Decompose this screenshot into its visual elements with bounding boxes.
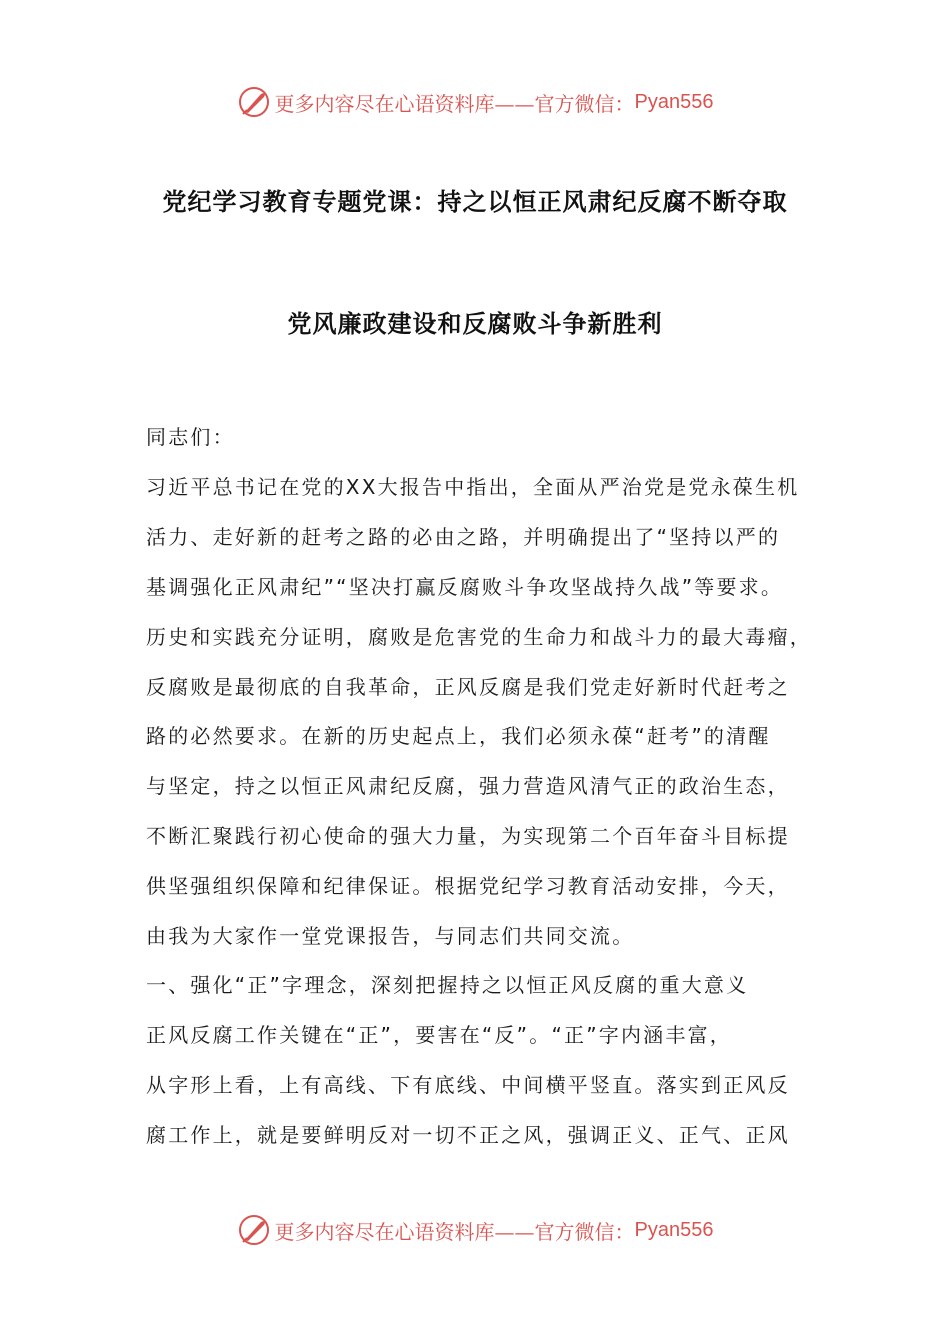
- body-line: 基调强化正风肃纪”“坚决打赢反腐败斗争攻坚战持久战”等要求。: [146, 575, 784, 599]
- body-line: 历史和实践充分证明，腐败是危害党的生命力和战斗力的最大毒瘤，: [146, 625, 812, 649]
- body-line: 同志们：: [146, 425, 235, 449]
- body-line: 由我为大家作一堂党课报告，与同志们共同交流。: [146, 924, 635, 948]
- body-line: 不断汇聚践行初心使命的强大力量，为实现第二个百年奋斗目标提: [146, 824, 790, 848]
- watermark-brand-text: 更多内容尽在心语资料库——官方微信：: [274, 91, 635, 116]
- footer-watermark: [0, 1210, 950, 1250]
- body-line: 活力、走好新的赶考之路的必由之路，并明确提出了“坚持以严的: [146, 525, 781, 549]
- watermark-brand-text: 更多内容尽在心语资料库——官方微信：: [274, 1219, 635, 1244]
- body-line: 与坚定，持之以恒正风肃纪反腐，强力营造风清气正的政治生态，: [146, 774, 790, 798]
- body-line: 反腐败是最彻底的自我革命，正风反腐是我们党走好新时代赶考之: [146, 675, 790, 699]
- body-line: 从字形上看，上有高线、下有底线、中间横平竖直。落实到正风反: [146, 1073, 790, 1097]
- body-line: 习近平总书记在党的XX大报告中指出，全面从严治党是党永葆生机: [146, 475, 800, 499]
- section-heading: 一、强化“正”字理念，深刻把握持之以恒正风反腐的重大意义: [146, 973, 749, 997]
- document-title-line-1: 党纪学习教育专题党课：持之以恒正风肃纪反腐不断夺取: [162, 188, 788, 216]
- body-line: 供坚强组织保障和纪律保证。根据党纪学习教育活动安排，今天，: [146, 874, 790, 898]
- body-line: 正风反腐工作关键在“正”，要害在“反”。“正”字内涵丰富，: [146, 1023, 732, 1047]
- watermark-wechat-id: Pyan556: [634, 1218, 714, 1241]
- quill-pen-icon: [237, 1213, 271, 1247]
- watermark-wechat-id: Pyan556: [634, 90, 714, 113]
- quill-pen-icon: [237, 85, 271, 119]
- body-line: 腐工作上，就是要鲜明反对一切不正之风，强调正义、正气、正风: [146, 1123, 790, 1147]
- document-title-line-2: 党风廉政建设和反腐败斗争新胜利: [287, 310, 663, 338]
- body-line: 路的必然要求。在新的历史起点上，我们必须永葆“赶考”的清醒: [146, 724, 771, 748]
- header-watermark: [0, 82, 950, 122]
